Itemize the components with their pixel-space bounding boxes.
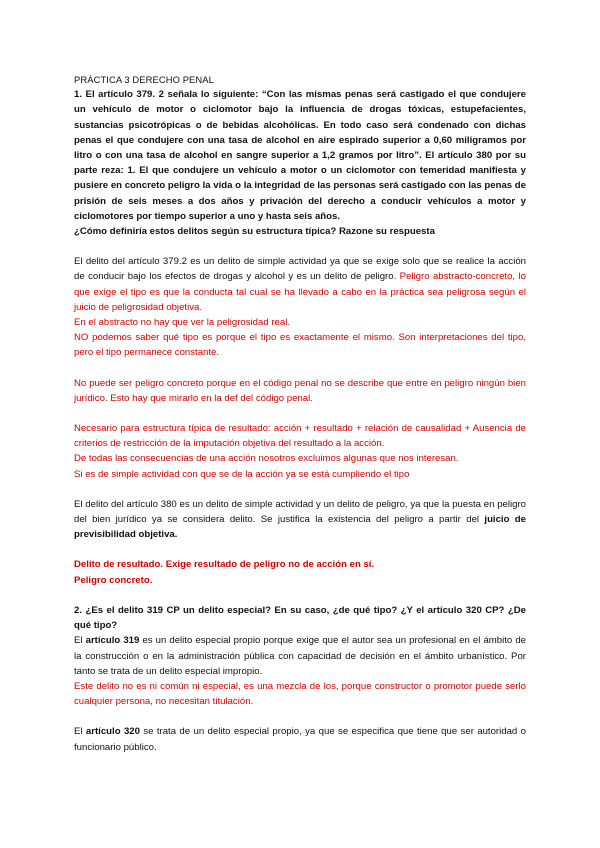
spacer	[74, 482, 526, 497]
spacer	[74, 542, 526, 557]
answer-1-note-4: No puede ser peligro concreto porque en el código penal no se describe que entre en peligro ningún bien jurídico. Esto hay que mirarlo en la def del código penal.	[74, 377, 526, 404]
answer-319-text: es un delito especial propio porque exige que el autor sea un profesional en el ámbito de la construcción o en la administración pública con capacidad de decisión en el ámbito urbanístico. Por tanto se trata de un delito especial impropio.	[74, 635, 526, 677]
answer-1-note-5: Necesario para estructura típica de resultado: acción + resultado + relación de causalidad + Ausencia de criterios de restricción de la imputación objetiva del resultado a la acción.	[74, 423, 526, 450]
answer-1-note-2: En el abstracto no hay que ver la peligrosidad real.	[74, 317, 290, 329]
answer-2-paragraph-320	[74, 724, 526, 754]
answer-380-text: El delito del artículo 380 es un delito de simple actividad y un delito de peligro, ya que la puesta en peligro del bien jurídico ya se considera delito. Se justifica la existencia del peligro a partir del	[74, 498, 526, 526]
spacer	[74, 709, 526, 724]
answer-380-bold: juicio de previsibilidad objetiva.	[74, 514, 526, 541]
answer-1-conclusion-1: Delito de resultado. Exige resultado de peligro no de acción en sí.	[74, 559, 375, 571]
question-1-prompt: ¿Cómo definiría estos delitos según su estructura típica? Razone su respuesta	[74, 226, 435, 238]
question-1-statement: 1. El artículo 379. 2 señala lo siguiente: “Con las mismas penas será castigado el que condujere un vehículo de motor o ciclomotor bajo la influencia de drogas tóxicas, estupefacientes, sustancias psicotrópicas o de bebidas alcohólicas. En todo caso será condenado con dichas penas el que condujere con una tasa de alcohol en aire espirado superior a 0,60 miligramos por litro o con una tasa de alcohol en sangre superior a 1,2 gramos por litro”. El artículo 380 por su parte reza: 1. El que condujere un vehículo a motor o un ciclomotor con temeridad manifiesta y pusiere en concreto peligro la vida o la integridad de las personas será castigado con las penas de prisión de seis meses a dos años y privación del derecho a conducir vehículos a motor y ciclomotores por tiempo superior a uno y hasta seis años.	[74, 89, 526, 222]
answer-320-bold: artículo 320	[82, 726, 140, 738]
answer-320-text: se trata de un delito especial propio, ya que se especifica que tiene que ser autoridad o funcionario público.	[74, 726, 526, 753]
document-title: PRÁCTICA 3 DERECHO PENAL	[74, 74, 214, 85]
answer-1-conclusion-2: Peligro concreto.	[74, 574, 153, 586]
answer-1-paragraph-1	[74, 254, 526, 315]
answer-1-text: El delito del artículo 379.2 es un delito de simple actividad ya que se exige solo que se realice la acción de conducir bajo los efectos de drogas y alcohol y es un delito de peligro.	[74, 256, 526, 283]
answer-1-note-6: De todas las consecuencias de una acción nosotros excluimos algunas que nos interesan.	[74, 453, 459, 465]
spacer	[74, 588, 526, 603]
answer-1-note: Peligro abstracto-concreto, lo que exige el tipo es que la conducta tal cual se ha llevado a cabo en la práctica sea peligrosa según el juicio de peligrosidad objetiva.	[74, 271, 526, 313]
answer-319-pre: El	[74, 635, 83, 647]
answer-1-note-3: NO podemos saber qué tipo es porque el tipo es exactamente el mismo. Son interpretaciones del tipo, pero el tipo permanece constante.	[74, 332, 526, 359]
document-body	[74, 72, 526, 755]
spacer	[74, 406, 526, 421]
answer-1-paragraph-380	[74, 497, 526, 543]
answer-2-note: Este delito no es ni común ni especial, es una mezcla de los, porque constructor o promotor puede serlo cualquier persona, no necesitan titulación.	[74, 680, 526, 708]
answer-1-note-7: Si es de simple actividad con que se de la acción ya se está cumpliendo el tipo	[74, 468, 410, 480]
answer-2-paragraph-319	[74, 633, 526, 679]
spacer	[74, 361, 526, 376]
question-2: 2. ¿Es el delito 319 CP un delito especial? En su caso, ¿de qué tipo? ¿Y el artículo 320 CP? ¿De qué tipo?	[74, 604, 526, 632]
spacer	[74, 239, 526, 254]
answer-320-pre: El	[74, 726, 83, 738]
answer-319-bold: artículo 319	[82, 635, 140, 647]
